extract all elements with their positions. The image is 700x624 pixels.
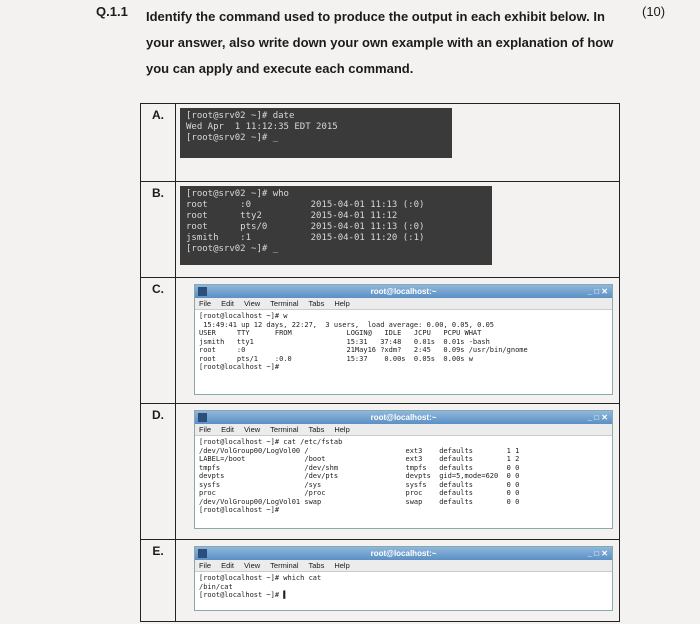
exhibit-label: A. <box>141 104 176 182</box>
window-controls-icon: _ □ ✕ <box>587 287 608 296</box>
terminal-window <box>194 546 613 611</box>
terminal-line: [root@srv02 ~]# date <box>186 111 295 121</box>
menu-view: View <box>244 299 261 308</box>
terminal-line: [root@localhost ~]# cat /etc/fstab <box>199 438 343 446</box>
exhibits-table <box>140 103 620 622</box>
terminal-output <box>195 572 612 610</box>
terminal-line: /bin/cat <box>199 582 233 591</box>
window-controls-icon: _ □ ✕ <box>587 549 608 558</box>
menu-help: Help <box>334 299 350 308</box>
question-marks: (10) <box>642 4 666 19</box>
exhibit-row-b <box>141 182 620 278</box>
terminal-output <box>180 186 492 265</box>
menu-view: View <box>244 561 261 570</box>
terminal-line: USER TTY FROM LOGIN@ IDLE JCPU PCPU WHAT <box>199 329 482 337</box>
terminal-line: [root@localhost ~]# w <box>199 312 288 320</box>
menu-bar <box>195 424 612 436</box>
terminal-line: [root@srv02 ~]# _ <box>186 133 279 143</box>
terminal-output <box>195 310 612 394</box>
terminal-line: /dev/VolGroup00/LogVol00 / ext3 defaults 1 1 <box>199 446 520 455</box>
terminal-line: [root@localhost ~]# <box>199 363 280 371</box>
terminal-window <box>194 284 613 395</box>
terminal-line: Wed Apr 1 11:12:35 EDT 2015 <box>186 122 338 132</box>
terminal-line: root tty2 2015-04-01 11:12 <box>186 211 398 221</box>
window-titlebar <box>195 547 612 560</box>
menu-tabs: Tabs <box>308 299 325 308</box>
terminal-window <box>194 410 613 529</box>
window-titlebar <box>195 411 612 424</box>
terminal-line: root pts/0 2015-04-01 11:13 (:0) <box>186 222 425 232</box>
window-title: root@localhost:~ <box>370 413 437 422</box>
exhibit-row-e <box>141 540 620 622</box>
terminal-line: /dev/VolGroup00/LogVol01 swap swap defaults 0 0 <box>199 497 520 506</box>
terminal-line: [root@srv02 ~]# _ <box>186 244 279 254</box>
terminal-line: root :0 2015-04-01 11:13 (:0) <box>186 200 425 210</box>
menu-tabs: Tabs <box>308 561 325 570</box>
question-text: Identify the command used to produce the output in each exhibit below. In your answer, also write down your own example with an explanation of how you can apply and execute each command. <box>146 9 614 76</box>
menu-terminal: Terminal <box>270 299 299 308</box>
terminal-icon <box>198 549 207 558</box>
window-title: root@localhost:~ <box>370 549 437 558</box>
exhibit-label: D. <box>141 404 176 540</box>
menu-edit: Edit <box>221 299 235 308</box>
terminal-line: jsmith :1 2015-04-01 11:20 (:1) <box>186 233 425 243</box>
window-titlebar <box>195 285 612 298</box>
terminal-line: root pts/1 :0.0 15:37 0.00s 0.05s 0.00s w <box>199 354 473 363</box>
menu-help: Help <box>334 561 350 570</box>
question-number: Q.1.1 <box>96 4 128 19</box>
terminal-line: [root@localhost ~]# which cat <box>199 574 322 582</box>
menu-edit: Edit <box>221 561 235 570</box>
terminal-line: [root@localhost ~]# ▌ <box>199 591 288 599</box>
exhibit-row-c <box>141 278 620 404</box>
terminal-line: devpts /dev/pts devpts gid=5,mode=620 0 0 <box>199 472 520 480</box>
terminal-line: LABEL=/boot /boot ext3 defaults 1 2 <box>199 455 520 463</box>
window-controls-icon: _ □ ✕ <box>587 413 608 422</box>
terminal-line: proc /proc proc defaults 0 0 <box>199 489 520 497</box>
menu-edit: Edit <box>221 425 235 434</box>
terminal-output <box>180 108 452 158</box>
terminal-line: [root@localhost ~]# <box>199 506 280 514</box>
terminal-icon <box>198 287 207 296</box>
terminal-line: tmpfs /dev/shm tmpfs defaults 0 0 <box>199 463 520 472</box>
menu-view: View <box>244 425 261 434</box>
menu-terminal: Terminal <box>270 425 299 434</box>
menu-terminal: Terminal <box>270 561 299 570</box>
menu-help: Help <box>334 425 350 434</box>
terminal-line: sysfs /sys sysfs defaults 0 0 <box>199 480 520 489</box>
exhibit-label: E. <box>141 540 176 622</box>
menu-tabs: Tabs <box>308 425 325 434</box>
terminal-line: jsmith tty1 15:31 37:48 0.01s 0.01s -bash <box>199 337 490 346</box>
menu-file: File <box>199 561 212 570</box>
terminal-output <box>195 436 612 528</box>
terminal-line: 15:49:41 up 12 days, 22:27, 3 users, load average: 0.00, 0.05, 0.05 <box>199 320 495 329</box>
window-title: root@localhost:~ <box>370 287 437 296</box>
exhibit-label: C. <box>141 278 176 404</box>
terminal-line: root :0 21May16 ?xdm? 2:45 0.09s /usr/bin/gnome <box>199 346 528 354</box>
menu-file: File <box>199 425 212 434</box>
menu-bar <box>195 560 612 572</box>
exhibit-row-d <box>141 404 620 540</box>
menu-bar <box>195 298 612 310</box>
menu-file: File <box>199 299 212 308</box>
terminal-line: [root@srv02 ~]# who <box>186 189 289 199</box>
exhibit-label: B. <box>141 182 176 278</box>
terminal-icon <box>198 413 207 422</box>
exhibit-row-a <box>141 104 620 182</box>
